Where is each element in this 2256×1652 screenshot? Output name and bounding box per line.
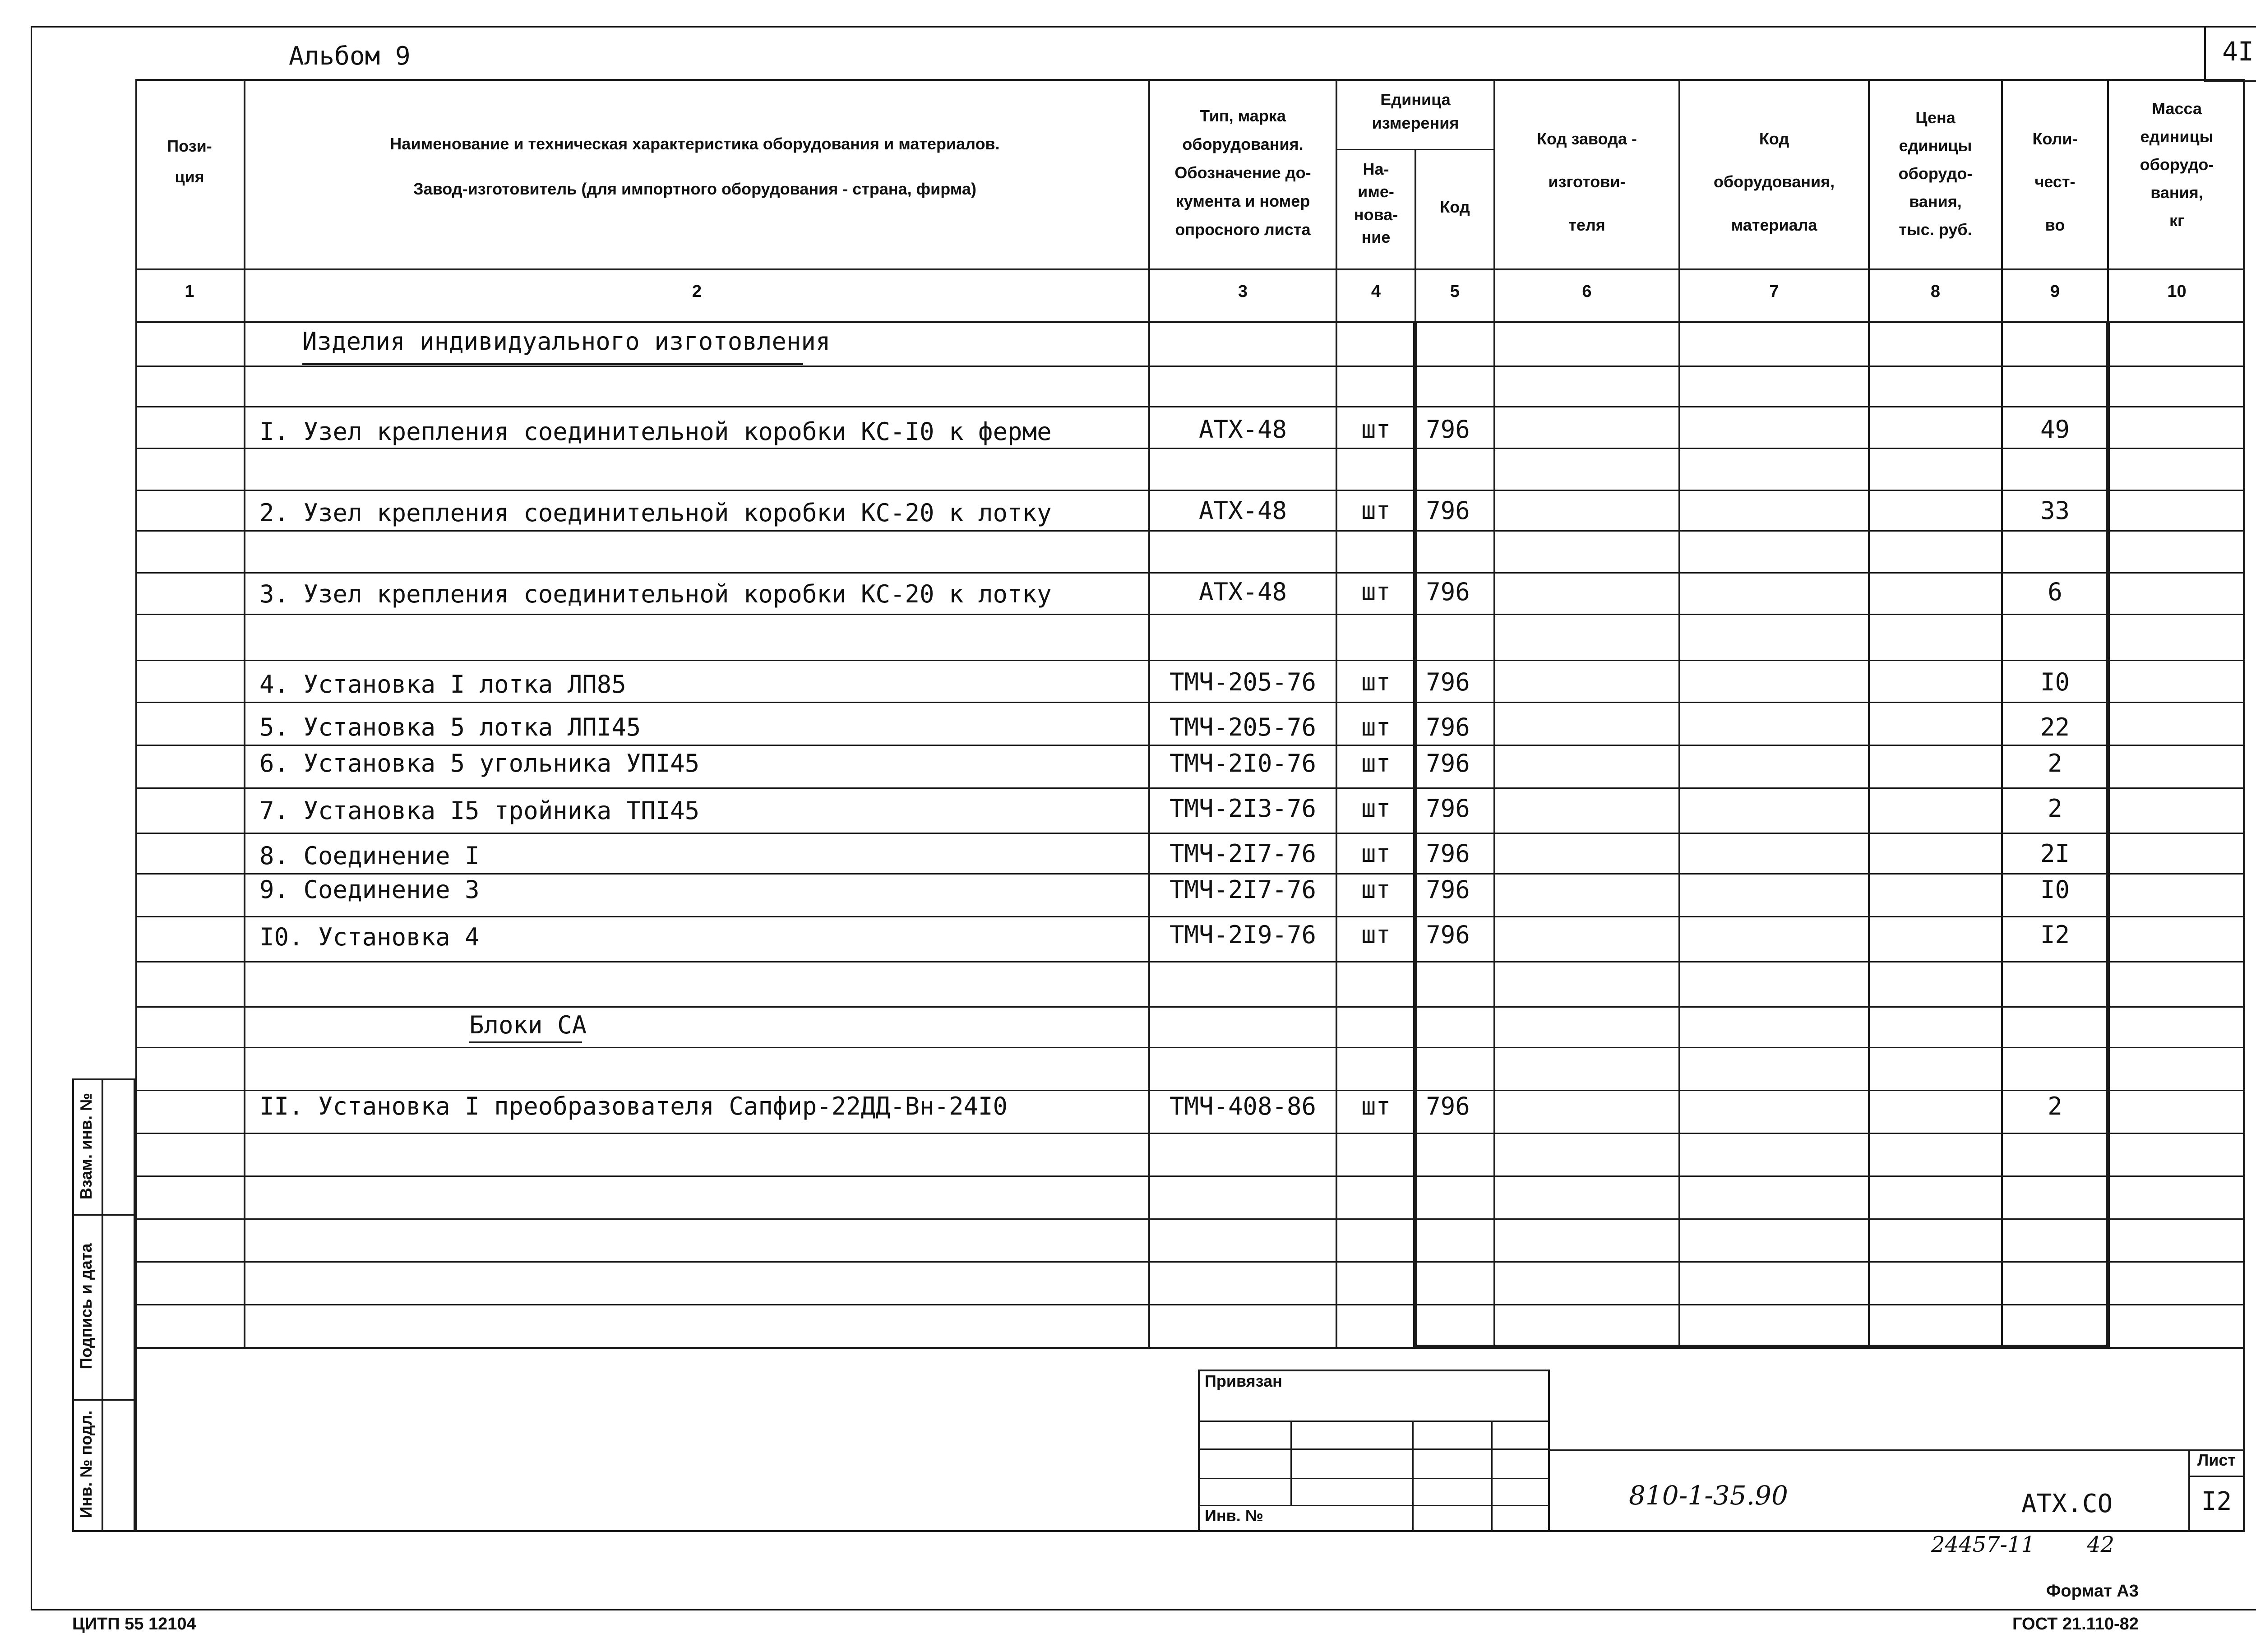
item-qty: I0 [2040, 875, 2070, 904]
col-line-6 [1678, 79, 1680, 1348]
row-line [135, 406, 2245, 407]
item-name: 5. Установка 5 лотка ЛПI45 [259, 713, 641, 741]
col-header-mass: Масса единицы оборудо- вания, кг [2140, 99, 2214, 230]
title-grid [1491, 1421, 1493, 1532]
item-unit: шт [1361, 713, 1391, 741]
col-line-5 [1493, 79, 1495, 1348]
col-header-name-line1: Наименование и техническая характеристика оборудования и материалов. [390, 134, 1000, 153]
row-line [135, 702, 2245, 703]
outer-frame-left [31, 26, 32, 1610]
row-line [135, 1304, 2245, 1305]
sheet-label: Лист [2197, 1451, 2236, 1469]
item-name: 3. Узел крепления соединительной коробки КС-20 к лотку [259, 580, 1052, 608]
item-unit: шт [1361, 1092, 1391, 1120]
column-number: 5 [1450, 282, 1460, 301]
column-number: 4 [1371, 282, 1381, 301]
row-line [135, 916, 2245, 917]
sheet-label-line [2188, 1476, 2245, 1477]
title-grid [1412, 1421, 1414, 1532]
item-name: 4. Установка I лотка ЛП85 [259, 670, 626, 699]
col-header-unit-name: На- име- нова- ние [1354, 160, 1398, 247]
item-name: I. Узел крепления соединительной коробки КС-I0 к ферме [259, 417, 1052, 446]
section-underline [302, 363, 803, 365]
inv-no-label: Инв. № [1205, 1506, 1263, 1525]
item-unit: шт [1361, 794, 1391, 823]
item-code: 796 [1426, 668, 1470, 696]
album-label: Альбом 9 [289, 42, 411, 71]
row-line [135, 1090, 2245, 1091]
item-type: АТХ-48 [1198, 415, 1287, 444]
item-unit: шт [1361, 921, 1391, 949]
row-line [135, 1133, 2245, 1134]
item-unit: шт [1361, 749, 1391, 777]
column-number: 1 [185, 282, 194, 301]
item-code: 796 [1426, 578, 1470, 606]
item-qty: 2I [2040, 839, 2070, 868]
item-code: 796 [1426, 749, 1470, 777]
item-qty: 2 [2048, 794, 2062, 823]
item-code: 796 [1426, 921, 1470, 949]
side-stamp-divider [102, 1078, 103, 1532]
item-qty: I2 [2040, 921, 2070, 949]
doc-mark: АТХ.СО [2021, 1489, 2113, 1518]
item-unit: шт [1361, 875, 1391, 904]
item-qty: 33 [2040, 496, 2070, 525]
item-code: 796 [1426, 839, 1470, 868]
item-qty: 2 [2048, 749, 2062, 777]
item-name: II. Установка I преобразователя Сапфир-22ДД-Вн-24I0 [259, 1092, 1008, 1120]
item-unit: шт [1361, 668, 1391, 696]
item-type: ТМЧ-2I9-76 [1169, 921, 1317, 949]
item-code: 796 [1426, 875, 1470, 904]
col-line-7 [1868, 79, 1870, 1348]
col-header-equipment-code: Код оборудования, материала [1713, 130, 1835, 234]
item-name: I0. Установка 4 [259, 923, 480, 951]
row-line [135, 1047, 2245, 1048]
col-header-unit-group: Единица измерения [1372, 90, 1459, 133]
row-line [135, 787, 2245, 789]
privyazan-label: Привязан [1205, 1372, 1282, 1390]
row-line [135, 614, 2245, 615]
item-code: 796 [1426, 794, 1470, 823]
item-name: 9. Соединение 3 [259, 875, 480, 904]
row-line [135, 1175, 2245, 1177]
row-line [135, 745, 2245, 746]
section-title-blocks: Блоки СА [469, 1011, 587, 1039]
item-name: 7. Установка I5 тройника ТПI45 [259, 796, 700, 825]
item-code: 796 [1426, 496, 1470, 525]
sheet-number: I2 [2201, 1487, 2232, 1516]
title-grid [1198, 1478, 1550, 1479]
row-line [135, 1261, 2245, 1263]
col-header-position: Пози- ция [167, 137, 212, 186]
thick-right [2106, 321, 2110, 1348]
item-name: 8. Соединение I [259, 842, 480, 870]
column-number-divider [135, 321, 2245, 323]
header-divider [135, 268, 2245, 270]
item-qty: 22 [2040, 713, 2070, 741]
row-line [135, 660, 2245, 661]
column-number: 9 [2050, 282, 2060, 301]
item-name: 2. Узел крепления соединительной коробки КС-20 к лотку [259, 499, 1052, 527]
doc-code: 810-1-35.90 [1629, 1480, 1788, 1511]
thick-bottom [1413, 1345, 2110, 1349]
row-line [135, 366, 2245, 367]
item-qty: 49 [2040, 415, 2070, 444]
item-unit: шт [1361, 839, 1391, 868]
blocks-underline [469, 1041, 582, 1043]
col-header-unit-code: Код [1440, 198, 1470, 216]
row-line [135, 1006, 2245, 1008]
col-line-1 [244, 79, 245, 1348]
item-type: ТМЧ-2I0-76 [1169, 749, 1317, 777]
row-line [135, 490, 2245, 491]
outer-frame-top [32, 26, 2256, 28]
item-code: 796 [1426, 415, 1470, 444]
item-name: 6. Установка 5 угольника УПI45 [259, 749, 700, 777]
stamp-podpis: Подпись и дата [77, 1243, 95, 1370]
item-type: АТХ-48 [1198, 496, 1287, 525]
item-unit: шт [1361, 496, 1391, 525]
item-type: ТМЧ-2I3-76 [1169, 794, 1317, 823]
item-unit: шт [1361, 578, 1391, 606]
page-number: 4I [2222, 36, 2254, 67]
col-header-type: Тип, марка оборудования. Обозначение до- кумента и номер опросного листа [1174, 106, 1311, 239]
stamp-inv-podl: Инв. № подл. [77, 1410, 95, 1518]
row-line [135, 873, 2245, 875]
item-type: ТМЧ-205-76 [1169, 668, 1317, 696]
row-line [135, 961, 2245, 963]
thick-left [1413, 321, 1417, 1348]
column-number: 3 [1238, 282, 1248, 301]
item-type: АТХ-48 [1198, 578, 1287, 606]
section-title-individual: Изделия индивидуального изготовления [302, 327, 831, 356]
title-main-top [1549, 1449, 2245, 1451]
item-type: ТМЧ-2I7-76 [1169, 875, 1317, 904]
column-number: 8 [1930, 282, 1941, 301]
item-unit: шт [1361, 415, 1391, 444]
row-line [135, 530, 2245, 532]
format-label: Формат А3 [2046, 1582, 2139, 1601]
col-header-price: Цена единицы оборудо- вания, тыс. руб. [1898, 108, 1973, 239]
row-line [135, 1218, 2245, 1220]
item-type: ТМЧ-408-86 [1169, 1092, 1317, 1120]
item-code: 796 [1426, 713, 1470, 741]
title-grid [1198, 1421, 1550, 1422]
col-header-factory-code: Код завода - изготови- теля [1537, 130, 1637, 234]
side-stamp-divider [72, 1214, 135, 1216]
item-type: ТМЧ-205-76 [1169, 713, 1317, 741]
item-qty: I0 [2040, 668, 2070, 696]
item-type: ТМЧ-2I7-76 [1169, 839, 1317, 868]
col-header-quantity: Коли- чест- во [2032, 130, 2078, 234]
title-grid [1290, 1421, 1292, 1506]
footer-left: ЦИТП 55 12104 [72, 1615, 196, 1633]
outer-frame-bottom [31, 1609, 2256, 1610]
row-line [135, 448, 2245, 449]
row-line [135, 572, 2245, 574]
handwritten-number: 24457-11 [1931, 1532, 2035, 1557]
column-number: 6 [1582, 282, 1592, 301]
footer-gost: ГОСТ 21.110-82 [2012, 1615, 2139, 1633]
row-line [135, 833, 2245, 834]
item-qty: 6 [2048, 578, 2062, 606]
item-qty: 2 [2048, 1092, 2062, 1120]
column-number: 7 [1769, 282, 1779, 301]
item-code: 796 [1426, 1092, 1470, 1120]
handwritten-page: 42 [2087, 1532, 2115, 1557]
title-grid [1198, 1448, 1550, 1450]
col-header-name-line2: Завод-изготовитель (для импортного оборудования - страна, фирма) [413, 180, 976, 198]
column-number: 2 [692, 282, 702, 301]
column-number: 10 [2167, 282, 2187, 301]
stamp-vzam: Взам. инв. № [77, 1092, 95, 1200]
